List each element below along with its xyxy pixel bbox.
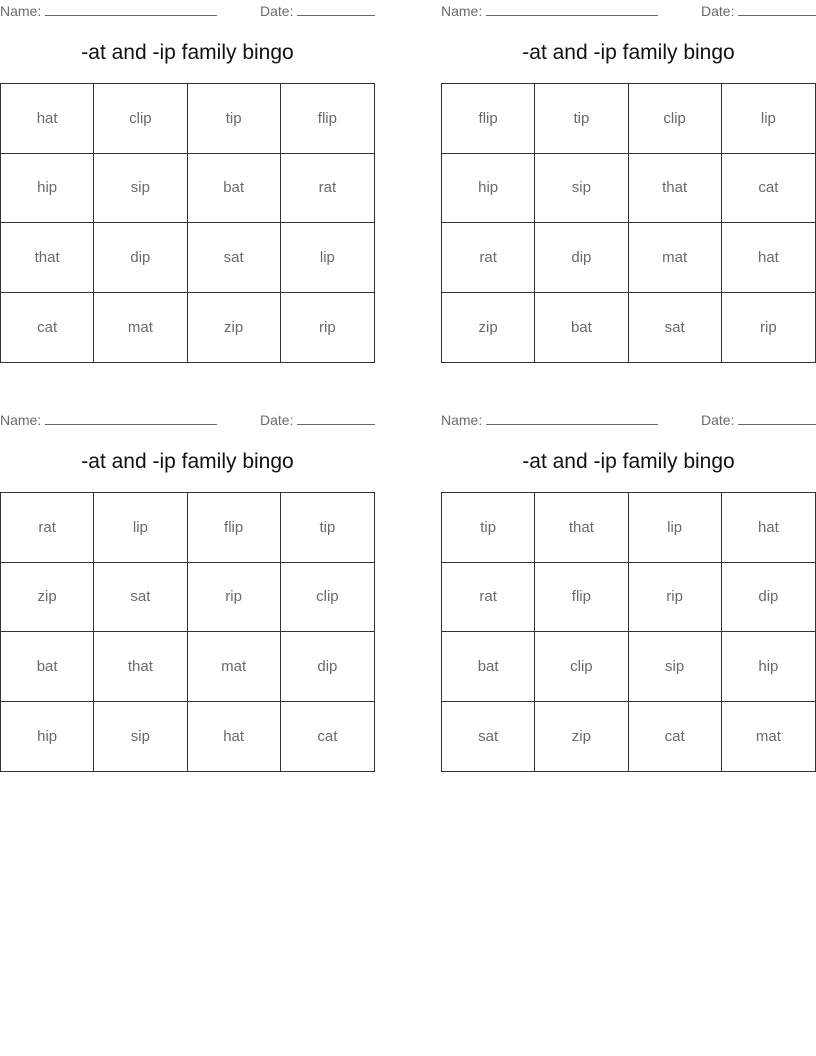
bingo-card-4: [441, 409, 816, 774]
bingo-cell: sat: [188, 223, 281, 293]
bingo-cell: tip: [281, 493, 374, 563]
bingo-cell: that: [1, 223, 94, 293]
bingo-cell: dip: [94, 223, 187, 293]
date-blank-line: [738, 2, 816, 16]
date-blank-line: [297, 2, 375, 16]
bingo-cell: cat: [722, 154, 815, 224]
bingo-cell: dip: [281, 632, 374, 702]
bingo-grid: [0, 83, 375, 363]
bingo-cell: sat: [629, 293, 722, 363]
bingo-cell: bat: [442, 632, 535, 702]
date-field: [701, 411, 816, 428]
date-label: Date:: [260, 3, 294, 19]
bingo-cell: sip: [535, 154, 628, 224]
bingo-cell: zip: [1, 563, 94, 633]
bingo-cell: sip: [629, 632, 722, 702]
bingo-cell: rip: [319, 318, 336, 336]
name-label: Name:: [441, 412, 483, 428]
bingo-cell: sat: [442, 702, 535, 772]
bingo-cell: hip: [442, 154, 535, 224]
bingo-cell: rip: [629, 563, 722, 633]
bingo-cell: dip: [722, 563, 815, 633]
name-blank-line: [45, 411, 217, 425]
card-header: [0, 0, 375, 22]
bingo-cell: hat: [188, 702, 281, 772]
bingo-cell: mat: [755, 727, 781, 745]
bingo-cell: cat: [317, 727, 338, 745]
bingo-cell: zip: [442, 293, 535, 363]
bingo-cell: lip: [629, 493, 722, 563]
card-header: [441, 0, 816, 22]
bingo-cell: mat: [94, 293, 187, 363]
bingo-cell: dip: [535, 223, 628, 293]
name-blank-line: [45, 2, 217, 16]
bingo-cell: rat: [442, 563, 535, 633]
bingo-cell: zip: [188, 293, 281, 363]
bingo-cell: cat: [1, 293, 94, 363]
bingo-grid: [441, 83, 816, 363]
bingo-cell: rip: [188, 563, 281, 633]
card-header: [0, 409, 375, 431]
bingo-cell: that: [535, 493, 628, 563]
date-label: Date:: [701, 412, 735, 428]
bingo-cell: hip: [722, 632, 815, 702]
bingo-card-2: [441, 0, 816, 365]
name-field: [0, 411, 217, 428]
bingo-cell: mat: [629, 223, 722, 293]
card-title: -at and -ip family bingo: [81, 450, 294, 473]
name-field: [441, 411, 658, 428]
bingo-cell: flip: [535, 563, 628, 633]
bingo-grid: [441, 492, 816, 772]
bingo-cell: that: [94, 632, 187, 702]
date-label: Date:: [701, 3, 735, 19]
bingo-cell: flip: [442, 84, 535, 154]
card-title: -at and -ip family bingo: [81, 41, 294, 64]
date-blank-line: [738, 411, 816, 425]
date-field: [260, 2, 375, 19]
bingo-cell: hip: [1, 702, 94, 772]
bingo-cell: flip: [188, 493, 281, 563]
bingo-cell: sat: [94, 563, 187, 633]
card-title: -at and -ip family bingo: [522, 41, 735, 64]
name-blank-line: [486, 411, 658, 425]
card-header: [441, 409, 816, 431]
bingo-cell: clip: [281, 563, 374, 633]
card-title: -at and -ip family bingo: [522, 450, 735, 473]
name-field: [0, 2, 217, 19]
bingo-cell: bat: [535, 293, 628, 363]
bingo-cell: lip: [722, 84, 815, 154]
bingo-cell: lip: [94, 493, 187, 563]
bingo-card-1: [0, 0, 375, 365]
bingo-cell: clip: [535, 632, 628, 702]
name-label: Name:: [441, 3, 483, 19]
bingo-cell: clip: [629, 84, 722, 154]
name-label: Name:: [0, 412, 42, 428]
bingo-cell: sip: [94, 154, 187, 224]
bingo-cell: bat: [1, 632, 94, 702]
bingo-cell: tip: [442, 493, 535, 563]
date-field: [260, 411, 375, 428]
bingo-cell: rat: [442, 223, 535, 293]
date-blank-line: [297, 411, 375, 425]
bingo-cell: tip: [188, 84, 281, 154]
bingo-cell: rip: [760, 318, 777, 336]
date-field: [701, 2, 816, 19]
bingo-cell: hat: [1, 84, 94, 154]
bingo-card-3: [0, 409, 375, 774]
bingo-cell: tip: [535, 84, 628, 154]
name-field: [441, 2, 658, 19]
bingo-cell: rat: [281, 154, 374, 224]
bingo-grid: [0, 492, 375, 772]
bingo-cell: cat: [629, 702, 722, 772]
bingo-cell: hip: [1, 154, 94, 224]
bingo-cell: mat: [188, 632, 281, 702]
bingo-cell: clip: [94, 84, 187, 154]
name-blank-line: [486, 2, 658, 16]
bingo-cell: rat: [1, 493, 94, 563]
bingo-cell: sip: [94, 702, 187, 772]
bingo-cell: zip: [535, 702, 628, 772]
bingo-cell: that: [629, 154, 722, 224]
bingo-cell: hat: [722, 493, 815, 563]
bingo-cell: lip: [281, 223, 374, 293]
bingo-cell: flip: [281, 84, 374, 154]
date-label: Date:: [260, 412, 294, 428]
name-label: Name:: [0, 3, 42, 19]
bingo-cell: bat: [188, 154, 281, 224]
bingo-cell: hat: [722, 223, 815, 293]
